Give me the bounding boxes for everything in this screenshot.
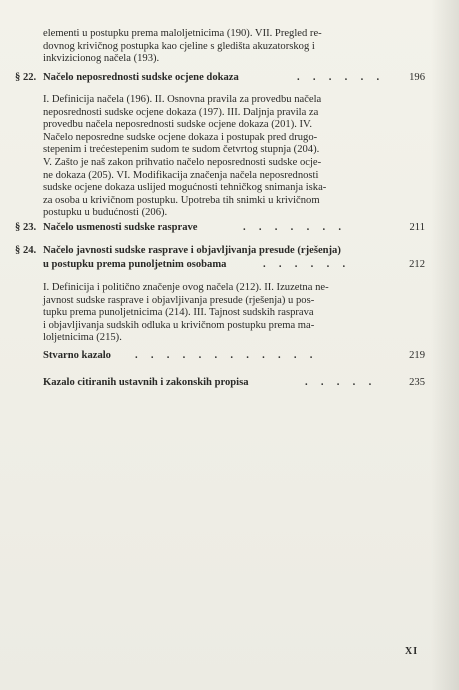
leader-dots: . . . . .	[305, 377, 372, 388]
text-line: za osoba u krivičnom postupku. Upotreba tih snimki u krivičnom	[43, 194, 320, 206]
page-ref: 212	[409, 259, 425, 270]
text-line: stepenim i trećestepenim sudom te sudom četvrtog stupnja (204).	[43, 144, 320, 156]
text-line: Načelo neposredne sudske ocjene dokaza i postupak pred drugo-	[43, 131, 318, 143]
section-title: Načelo neposrednosti sudske ocjene dokaza	[43, 72, 239, 83]
index-title: Stvarno kazalo	[43, 350, 111, 361]
text-line: V. Zašto je naš zakon prihvatio načelo neposrednosti sudske ocje-	[43, 156, 322, 168]
text-line: loljetnicima (215).	[43, 332, 122, 344]
leader-dots: . . . . . . .	[243, 222, 341, 233]
text-line: elementi u postupku prema maloljetnicima (190). VII. Pregled re-	[43, 28, 322, 39]
text-line: i objavljivanja sudskih odluka u krivičnom postupku prema ma-	[43, 319, 315, 331]
toc-entry-legislation-index	[43, 377, 425, 391]
section-number: § 23.	[15, 222, 37, 233]
section-number: § 22.	[15, 72, 37, 83]
leader-dots: . . . . . .	[263, 259, 346, 270]
text-line: javnost sudske rasprave i objavljivanja presude (rješenja) u pos-	[43, 294, 315, 306]
text-line: provedbu načela neposrednosti sudske ocjene dokaza (201). IV.	[43, 119, 312, 131]
section-summary-22	[43, 94, 427, 220]
text-line: neposrednosti sudske ocjene dokaza (197). III. Daljnja pravila za	[43, 106, 319, 118]
text-line: I. Definicija načela (196). II. Osnovna pravila za provedbu načela	[43, 94, 322, 105]
page-ref: 219	[409, 350, 425, 361]
text-line: I. Definicija i politično značenje ovog načela (212). II. Izuzetna ne-	[43, 282, 329, 293]
text-line: tupku prema punoljetnicima (214). III. Tajnost sudskih rasprava	[43, 307, 314, 319]
section-title: Načelo javnosti sudske rasprave i objavljivanja presude (rješenja)	[43, 245, 341, 256]
leader-dots: . . . . . .	[297, 72, 380, 83]
page-ref: 211	[409, 222, 425, 233]
section-number: § 24.	[15, 245, 37, 256]
page-ref: 235	[409, 377, 425, 388]
toc-entry-subject-index	[43, 350, 425, 364]
page-edge-shadow	[431, 0, 459, 690]
section-title: Načelo usmenosti sudske rasprave	[43, 222, 198, 233]
text-line: postupku u budućnosti (206).	[43, 207, 168, 219]
text-line: ne dokaza (205). VI. Modifikacija značenja načela neposrednosti	[43, 169, 319, 181]
page-number: XI	[405, 646, 419, 657]
text-line: inkvizicionog načela (193).	[43, 53, 160, 65]
text-line: dovnog krivičnog postupka kao cjeline s gledišta akuzatorskog i	[43, 40, 315, 52]
toc-entry-23	[15, 222, 425, 236]
continuation-paragraph	[43, 28, 426, 66]
index-title: Kazalo citiranih ustavnih i zakonskih propisa	[43, 377, 249, 388]
text-line: sudske ocjene dokaza uslijed mogućnosti tehničkog snimanja iska-	[43, 182, 327, 194]
toc-entry-22	[15, 72, 425, 86]
section-summary-24	[43, 282, 427, 345]
leader-dots: . . . . . . . . . . . .	[135, 350, 313, 361]
page-ref: 196	[409, 72, 425, 83]
toc-entry-24	[15, 245, 425, 275]
section-title-continued: u postupku prema punoljetnim osobama	[43, 259, 227, 270]
